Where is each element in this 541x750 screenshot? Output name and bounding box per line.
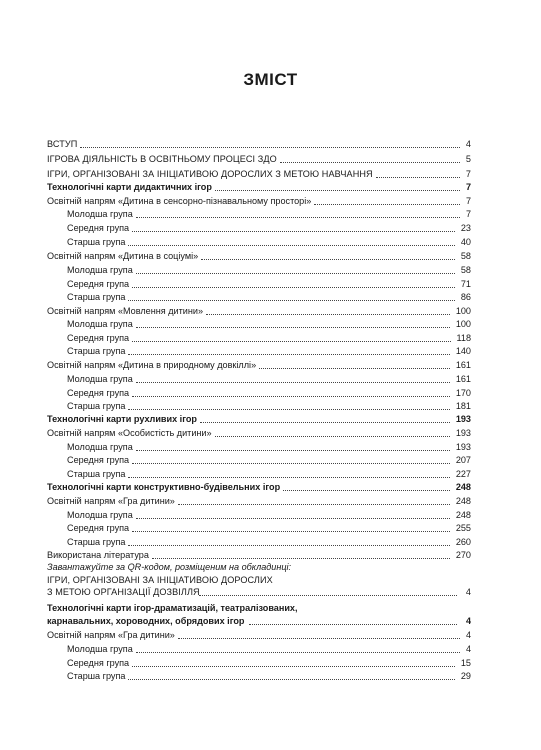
dot-leader	[80, 147, 459, 148]
toc-entry-label: Старша група	[67, 292, 126, 302]
toc-entry	[47, 306, 471, 317]
dramatization-line1: Технологічні карти ігор-драматизацій, театралізованих,	[47, 603, 298, 613]
dot-leader	[132, 396, 450, 397]
toc-subentry	[67, 510, 471, 521]
dot-leader	[132, 531, 450, 532]
dot-leader	[132, 341, 450, 342]
toc-entry-label: ІГРОВА ДІЯЛЬНІСТЬ В ОСВІТНЬОМУ ПРОЦЕСІ ЗДО	[47, 154, 277, 164]
dot-leader	[280, 162, 460, 163]
toc-entry-page: 260	[455, 537, 471, 547]
toc-entry-label: Старша група	[67, 346, 126, 356]
page-title: ЗМІСТ	[243, 70, 298, 89]
toc-entry	[47, 182, 471, 193]
toc-entry	[47, 139, 471, 150]
toc-entry-label: Освітній напрям «Гра дитини»	[47, 496, 175, 506]
toc-entry-label: Старша група	[67, 401, 126, 411]
toc-entry-page: 7	[465, 182, 471, 192]
dot-leader	[136, 652, 460, 653]
toc-entry	[47, 587, 471, 598]
toc-entry-label: ВСТУП	[47, 139, 78, 149]
toc-subentry	[67, 223, 471, 234]
toc-entry-label: Середня група	[67, 388, 130, 398]
toc-entry-label: З МЕТОЮ ОРГАНІЗАЦІЇ ДОЗВІЛЛЯ	[47, 587, 200, 597]
toc-entry-page: 248	[455, 496, 471, 506]
toc-subentry	[67, 671, 471, 682]
toc-entry-page: 100	[455, 306, 471, 316]
toc-entry-page: 193	[455, 428, 471, 438]
toc-entry-label: Молодша група	[67, 209, 133, 219]
toc-entry-page: 170	[455, 388, 471, 398]
toc-entry-label: Освітній напрям «Мовлення дитини»	[47, 306, 204, 316]
dot-leader	[136, 382, 450, 383]
dot-leader	[128, 245, 454, 246]
dot-leader	[128, 300, 454, 301]
toc-entry-page: 58	[460, 251, 471, 261]
dot-leader	[201, 259, 455, 260]
toc-subentry	[67, 442, 471, 453]
toc-entry-page: 7	[465, 169, 471, 179]
toc-subentry	[67, 209, 471, 220]
dot-leader	[314, 204, 460, 205]
toc-entry-label: Молодша група	[67, 644, 133, 654]
dot-leader	[132, 666, 455, 667]
dot-leader	[128, 679, 454, 680]
toc-subentry	[67, 644, 471, 655]
toc-entry	[47, 196, 471, 207]
toc-entry-label: Середня група	[67, 523, 130, 533]
toc-entry-page: 7	[465, 196, 471, 206]
toc-entry-label: Старша група	[67, 537, 126, 547]
toc-entry-page: 4	[465, 630, 471, 640]
toc-entry-page: 86	[460, 292, 471, 302]
toc-entry-page: 118	[456, 333, 471, 343]
toc-entry-label: Освітній напрям «Особистість дитини»	[47, 428, 212, 438]
toc-entry-page: 270	[455, 550, 471, 560]
toc-entry-label: Молодша група	[67, 374, 133, 384]
dot-leader	[178, 638, 460, 639]
dot-leader	[136, 273, 455, 274]
toc-entry-label: Молодша група	[67, 510, 133, 520]
toc-entry	[47, 550, 471, 561]
toc-subentry	[67, 346, 471, 357]
toc-entry-label: Середня група	[67, 455, 130, 465]
dot-leader	[259, 368, 450, 369]
toc-entry-label: Освітній напрям «Дитина в соціумі»	[47, 251, 199, 261]
toc-subentry	[67, 523, 471, 534]
dot-leader	[128, 477, 449, 478]
toc-entry-label: Технологічні карти конструктивно-будівельних ігор	[47, 482, 281, 492]
dot-leader	[200, 422, 450, 423]
dot-leader	[132, 287, 455, 288]
dot-leader	[178, 504, 450, 505]
toc-subentry	[67, 658, 471, 669]
dot-leader	[128, 545, 449, 546]
toc-subentry	[67, 374, 471, 385]
toc-subentry	[67, 237, 471, 248]
dot-leader	[132, 231, 455, 232]
toc-entry-page: 4	[465, 587, 471, 597]
dot-leader	[206, 314, 450, 315]
toc-entry	[47, 496, 471, 507]
toc-entry-page: 71	[460, 279, 471, 289]
toc-entry	[47, 251, 471, 262]
download-note: Завантажуйте за QR-кодом, розміщеним на обкладинці:	[47, 562, 292, 572]
toc-subentry	[67, 265, 471, 276]
toc-subentry	[67, 279, 471, 290]
toc-subentry	[67, 292, 471, 303]
dot-leader	[136, 450, 450, 451]
dot-leader	[215, 436, 450, 437]
toc-subentry	[67, 333, 471, 344]
toc-subentry	[67, 469, 471, 480]
dot-leader	[128, 354, 449, 355]
toc-entry-page: 5	[465, 154, 471, 164]
dot-leader	[132, 463, 450, 464]
toc-entry	[47, 169, 471, 180]
toc-entry-label: Старша група	[67, 671, 126, 681]
dot-leader	[215, 190, 460, 191]
dot-leader	[152, 558, 450, 559]
toc-entry	[47, 428, 471, 439]
toc-entry-label: Молодша група	[67, 265, 133, 275]
toc-entry-page: 4	[465, 139, 471, 149]
dot-leader	[136, 518, 450, 519]
toc-entry-label: Старша група	[67, 237, 126, 247]
dot-leader	[283, 490, 450, 491]
dot-leader	[136, 217, 460, 218]
toc-entry-page: 248	[455, 482, 471, 492]
toc-entry	[47, 360, 471, 371]
toc-entry-page: 15	[460, 658, 471, 668]
toc-entry-page: 161	[455, 374, 471, 384]
toc-entry-page: 58	[460, 265, 471, 275]
toc-subentry	[67, 401, 471, 412]
toc-entry-label: Використана література	[47, 550, 149, 560]
toc-entry-page: 23	[460, 223, 471, 233]
leisure-heading-line1: ІГРИ, ОРГАНІЗОВАНІ ЗА ІНІЦІАТИВОЮ ДОРОСЛИХ	[47, 575, 273, 585]
toc-entry-label: Освітній напрям «Дитина в сенсорно-пізнавальному просторі»	[47, 196, 312, 206]
toc-entry-label: Молодша група	[67, 319, 133, 329]
toc-entry-page: 181	[455, 401, 471, 411]
toc-entry-page: 248	[455, 510, 471, 520]
toc-entry-page: 193	[455, 442, 471, 452]
toc-entry-page: 100	[455, 319, 471, 329]
toc-entry-label: Освітній напрям «Гра дитини»	[47, 630, 175, 640]
toc-subentry	[67, 388, 471, 399]
toc-entry	[47, 414, 471, 425]
toc-entry-label: Освітній напрям «Дитина в природному довкіллі»	[47, 360, 257, 370]
toc-entry-page: 227	[455, 469, 471, 479]
toc-entry-page: 140	[455, 346, 471, 356]
toc-entry-page: 4	[465, 644, 471, 654]
toc-entry-page: 161	[455, 360, 471, 370]
toc-entry-page: 40	[460, 237, 471, 247]
toc-entry-label: Середня група	[67, 279, 130, 289]
toc-subentry	[67, 319, 471, 330]
toc-entry-label: Середня група	[67, 333, 130, 343]
toc-entry	[47, 616, 471, 627]
dot-leader	[376, 177, 460, 178]
toc-entry-page: 29	[460, 671, 471, 681]
toc-entry-page: 255	[455, 523, 471, 533]
toc-entry-label: Технологічні карти дидактичних ігор	[47, 182, 212, 192]
toc-subentry	[67, 455, 471, 466]
toc-subentry	[67, 537, 471, 548]
toc-entry	[47, 630, 471, 641]
toc-entry-label: Старша група	[67, 469, 126, 479]
toc-entry-label: Молодша група	[67, 442, 133, 452]
toc-entry-page: 7	[465, 209, 471, 219]
toc-entry-page: 4	[465, 616, 471, 626]
toc-entry-page: 207	[455, 455, 471, 465]
toc-entry	[47, 482, 471, 493]
toc-entry-label: Середня група	[67, 223, 130, 233]
toc-entry-label: ІГРИ, ОРГАНІЗОВАНІ ЗА ІНІЦІАТИВОЮ ДОРОСЛИХ З МЕТОЮ НАВЧАННЯ	[47, 169, 373, 179]
dot-leader	[128, 409, 449, 410]
toc-entry	[47, 154, 471, 165]
toc-entry-page: 193	[455, 414, 471, 424]
toc-entry-label: Середня група	[67, 658, 130, 668]
toc-entry-label: Технологічні карти рухливих ігор	[47, 414, 197, 424]
dot-leader	[136, 327, 450, 328]
toc-entry-label: карнавальних, хороводних, обрядових ігор	[47, 616, 245, 626]
